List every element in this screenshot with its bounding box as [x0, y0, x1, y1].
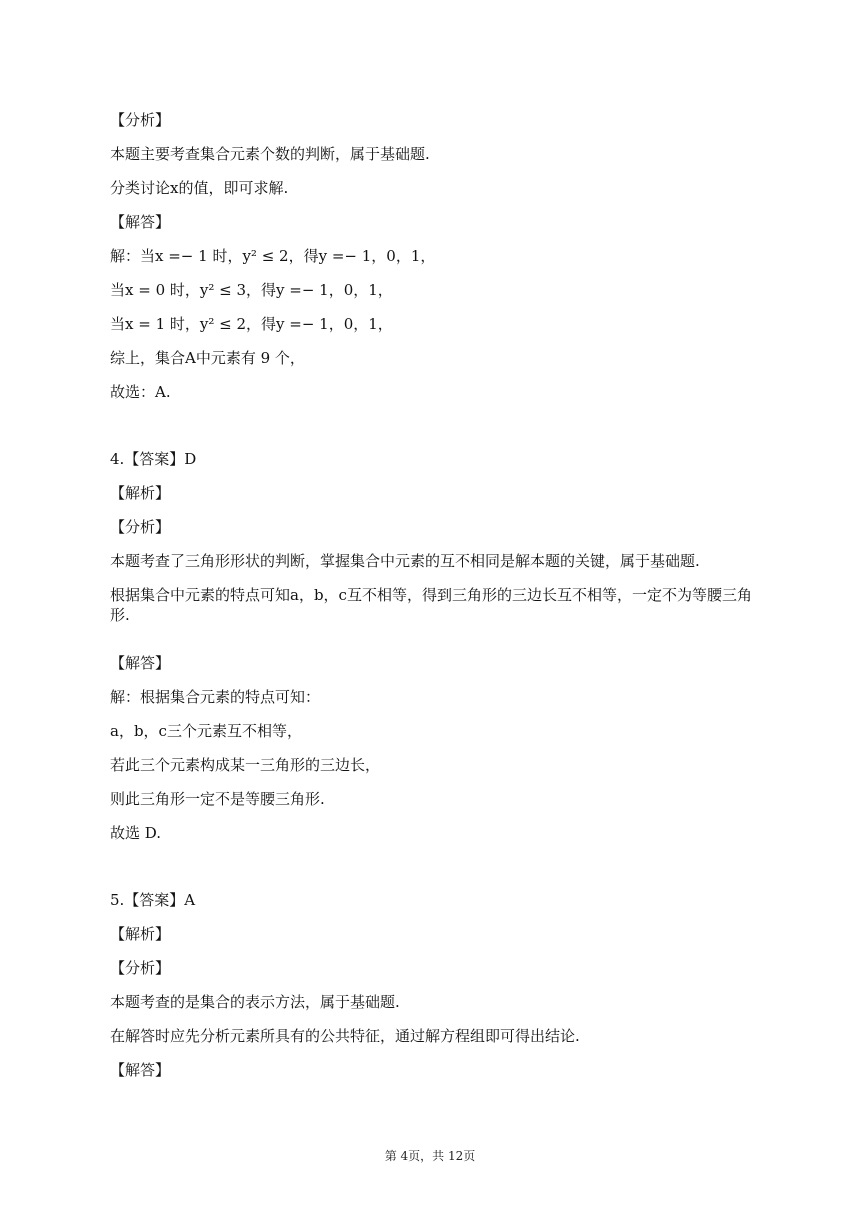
solution-heading: 【解答】 — [110, 1061, 171, 1079]
analysis-text: 在解答时应先分析元素所具有的公共特征，通过解方程组即可得出结论. — [110, 1027, 580, 1045]
solution-line: 故选：A. — [110, 383, 171, 401]
solution-heading: 【解答】 — [110, 213, 171, 231]
analysis-heading: 【分析】 — [110, 111, 171, 129]
solution-line: 若此三个元素构成某一三角形的三边长， — [110, 756, 381, 774]
analysis-heading: 【分析】 — [110, 959, 171, 977]
solution-line: a，b，c三个元素互不相等， — [110, 722, 302, 740]
explanation-heading: 【解析】 — [110, 484, 171, 502]
solution-line: 当x = 1 时，y² ≤ 2，得y =− 1，0，1， — [110, 315, 393, 333]
solution-line: 解：根据集合元素的特点可知： — [110, 688, 321, 706]
analysis-text: 本题考查的是集合的表示方法，属于基础题. — [110, 993, 400, 1011]
page-number-footer: 第 4页，共 12页 — [384, 1149, 476, 1163]
analysis-text: 本题考查了三角形形状的判断，掌握集合中元素的互不相同是解本题的关键，属于基础题. — [110, 552, 700, 570]
solution-line: 解：当x =− 1 时，y² ≤ 2，得y =− 1，0，1， — [110, 247, 436, 265]
answer-heading: 5.【答案】A — [110, 891, 196, 909]
analysis-text: 本题主要考查集合元素个数的判断，属于基础题. — [110, 145, 430, 163]
explanation-heading: 【解析】 — [110, 925, 171, 943]
solution-line: 综上，集合A中元素有 9 个， — [110, 349, 305, 367]
analysis-text: 分类讨论x的值，即可求解. — [110, 179, 289, 197]
solution-heading: 【解答】 — [110, 654, 171, 672]
analysis-text: 根据集合中元素的特点可知a，b，c互不相等，得到三角形的三边长互不相等，一定不为等腰三角形. — [110, 586, 752, 624]
solution-line: 则此三角形一定不是等腰三角形. — [110, 790, 325, 808]
answer-heading: 4.【答案】D — [110, 450, 197, 468]
solution-line: 故选 D. — [110, 824, 162, 842]
solution-line: 当x = 0 时，y² ≤ 3，得y =− 1，0，1， — [110, 281, 393, 299]
analysis-heading: 【分析】 — [110, 518, 171, 536]
